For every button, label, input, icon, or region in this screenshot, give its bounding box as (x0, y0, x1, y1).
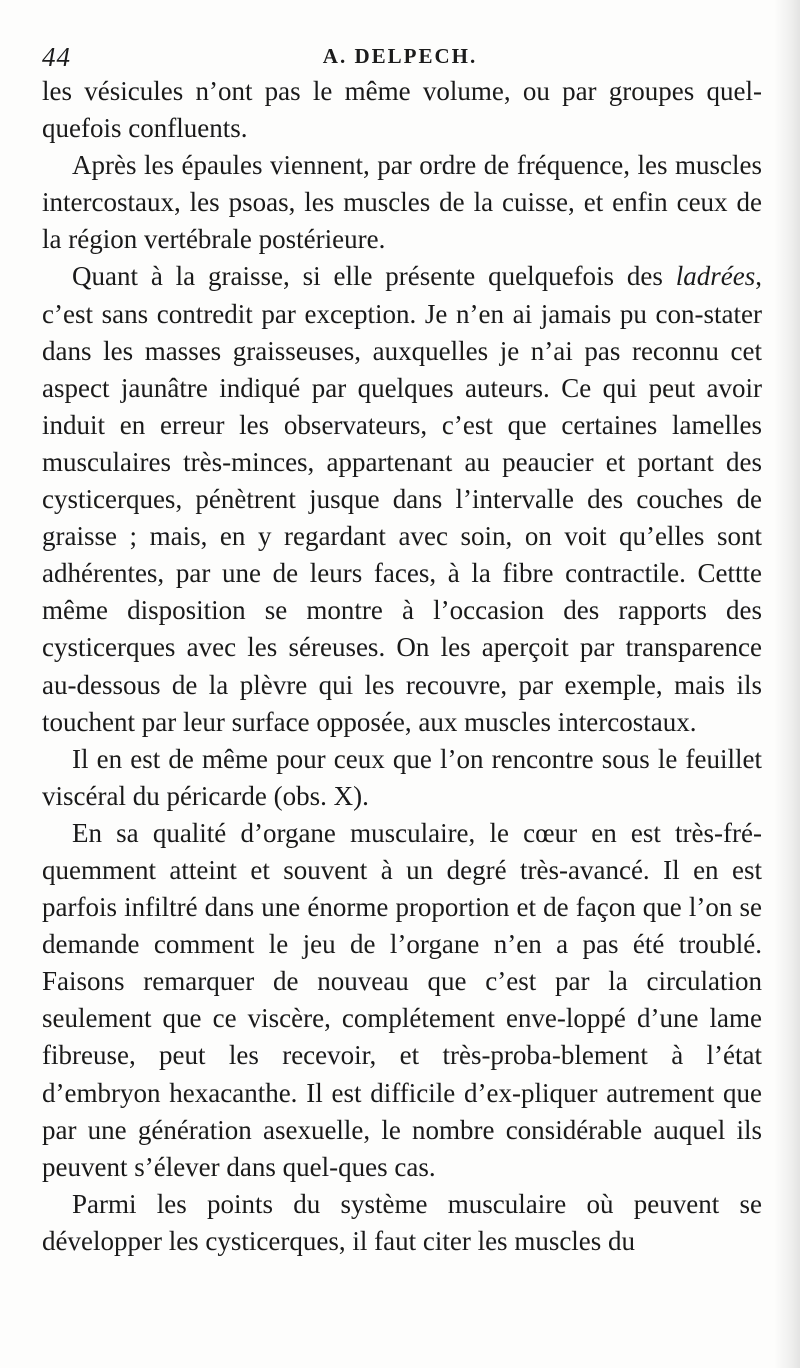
page-number: 44 (42, 42, 71, 72)
paragraph (42, 741, 762, 815)
text-run: , c’est sans contredit par exception. Je n’en ai jamais pu con-stater dans les masses graisseuses, auxquelles je n’ai pas reconnu cet aspect jaunâtre indiqué par quelques auteurs. Ce qui peut avoir induit en erreur les observateurs, c’est que certaines lamelles musculaires très-minces, appartenant au peaucier et portant des cysticerques, pénètrent jusque dans l’intervalle des couches de graisse ; mais, en y regardant avec soin, on voit qu’elles sont adhérentes, par une de leurs faces, à la fibre contractile. Cettte même disposition se montre à l’occasion des rapports des cysticerques avec les séreuses. On les aperçoit par transparence au-dessous de la plèvre qui les recouvre, par exemple, mais ils touchent par leur surface opposée, aux muscles intercostaux. (42, 261, 762, 737)
paragraph (42, 815, 762, 1186)
paragraph (42, 147, 762, 258)
text-run: Après les épaules viennent, par ordre de fréquence, les muscles intercostaux, les psoas, les muscles de la cuisse, et enfin ceux de la région vertébrale postérieure. (42, 150, 762, 255)
paragraph (42, 73, 762, 147)
text-run: Parmi les points du système musculaire où peuvent se développer les cysticerques, il faut citer les muscles du (42, 1188, 762, 1256)
text-run: Quant à la graisse, si elle présente quelquefois des (72, 261, 676, 292)
text-run: les vésicules n’ont pas le même volume, ou par groupes quel-quefois confluents. (42, 76, 762, 144)
body-text (42, 73, 762, 1260)
paragraph (42, 258, 762, 740)
italic-text-run: ladrées (675, 261, 756, 292)
text-run: Il en est de même pour ceux que l’on rencontre sous le feuillet viscéral du péricarde (obs. X). (42, 743, 762, 811)
page-edge-shadow (774, 0, 800, 1368)
text-run: En sa qualité d’organe musculaire, le cœur en est très-fré-quemment atteint et souvent à un degré très-avancé. Il en est parfois infiltré dans une énorme proportion et de façon que l’on se demande comment le jeu de l’organe n’en a pas été troublé. Faisons remarquer de nouveau que c’est par la circulation seulement que ce viscère, complétement enve-loppé d’une lame fibreuse, peut les recevoir, et très-proba-blement à l’état d’embryon hexacanthe. Il est difficile d’ex-pliquer autrement que par une génération asexuelle, le nombre considérable auquel ils peuvent s’élever dans quel-ques cas. (42, 817, 762, 1182)
running-head: A. DELPECH. (322, 44, 478, 68)
paragraph (42, 1186, 762, 1260)
